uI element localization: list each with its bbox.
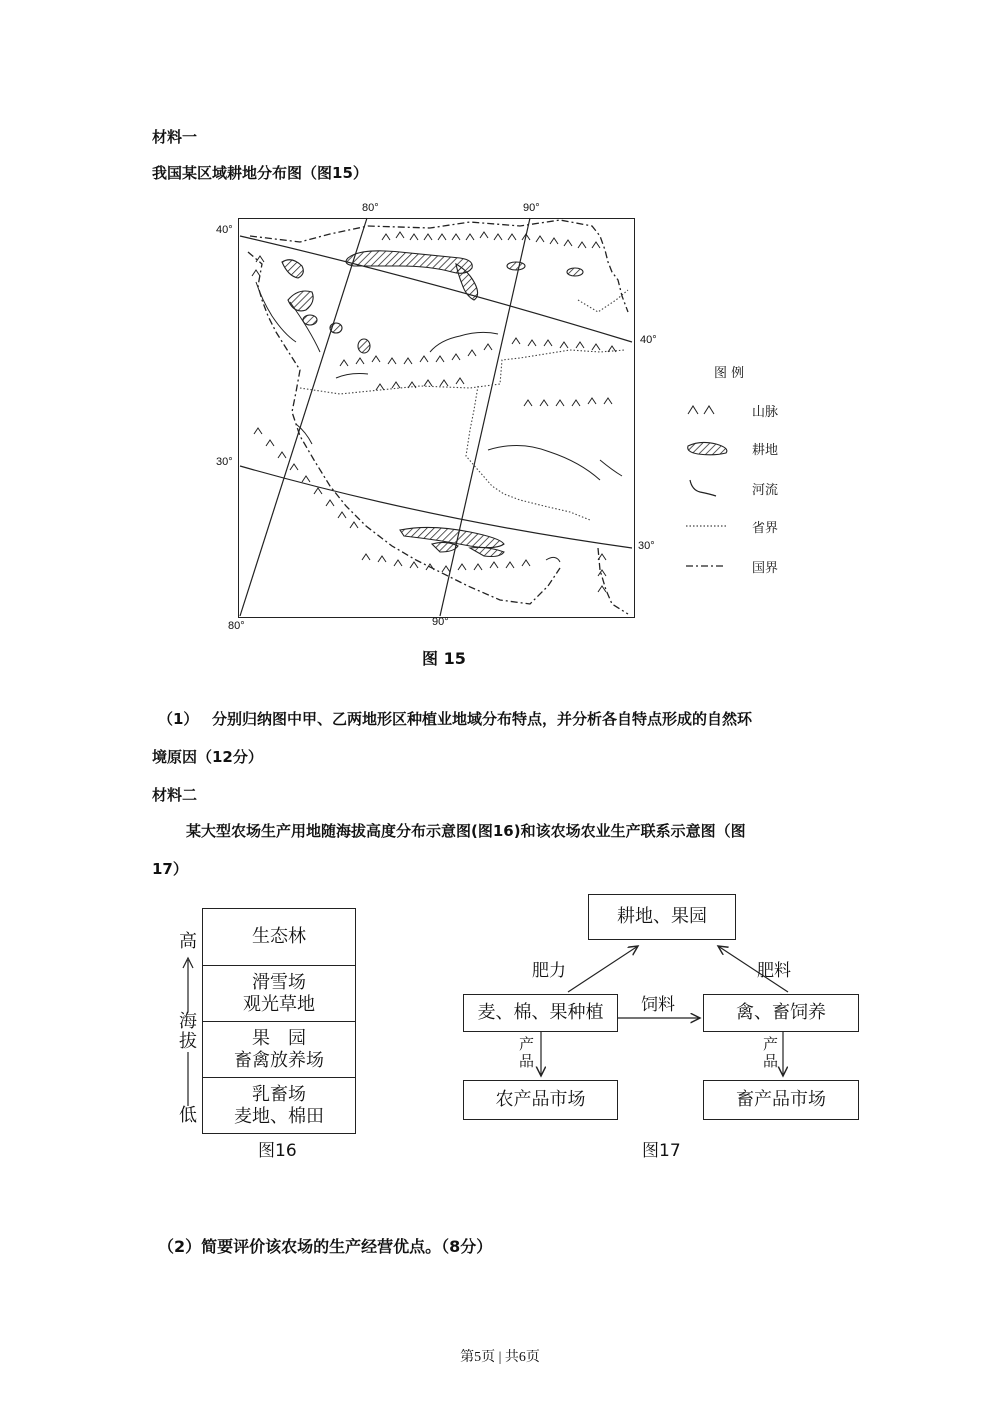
mountain-icon [686,400,732,420]
fig16-cell-line: 观光草地 [243,993,315,1015]
fig16-axis-label: 海拔 [179,1011,197,1052]
fig17-label-product-left: 产品 [519,1035,535,1070]
question1-line1: 分别归纳图中甲、乙两地形区种植业地域分布特点，并分析各自特点形成的自然环 [212,710,753,728]
fig16-high-label: 高 [179,931,197,952]
legend-item-river [686,478,846,498]
fig16-cell-ski-grassland [203,966,355,1022]
fig16-cell-line: 生态林 [252,926,306,947]
fig16-cell-line: 乳畜场 [252,1083,306,1105]
national-boundary-icon [686,556,732,576]
legend-label-mountain: 山脉 [752,405,779,420]
legend-item-mountain [686,400,846,420]
page-footer: 第5页 | 共6页 [460,1350,540,1365]
material2-heading: 材料二 [152,786,198,804]
legend-item-national-boundary [686,556,846,576]
fig16-cell-line: 滑雪场 [252,971,306,993]
fig17-label-product-right: 产品 [763,1035,779,1070]
material2-line1: 某大型农场生产用地随海拔高度分布示意图(图16)和该农场农业生产联系示意图（图 [186,822,746,840]
question1-number: （1） [158,710,199,728]
fig16-cell-ecological-forest [203,909,355,966]
province-boundary-icon [686,516,732,536]
farmland-icon [686,438,732,458]
river-icon [686,478,732,498]
fig16-caption: 图16 [258,1141,297,1161]
map-title: 我国某区域耕地分布图（图15） [152,164,368,182]
material2-line2: 17） [152,860,188,878]
fig17-label-feed: 饲料 [641,995,675,1015]
lat-label-40-right: 40° [640,334,657,346]
legend-item-farmland [686,438,846,458]
parallel-40-line [240,236,632,342]
question2-text: （2）简要评价该农场的生产经营优点。（8分） [158,1237,493,1256]
fig17-box-agri-market: 农产品市场 [463,1080,618,1120]
fig17-box-livestock-market: 畜产品市场 [703,1080,859,1120]
lon-label-80-top: 80° [362,202,379,214]
legend-label-farmland: 耕地 [752,443,779,458]
farmland-patches [282,251,583,557]
map-caption: 图 15 [422,649,466,668]
fig16-cell-line: 果 园 [252,1027,306,1049]
national-boundary-line [248,220,628,614]
fig16-cell-dairy-wheat [203,1078,355,1133]
fig16-table [202,908,356,1134]
legend-title: 图 例 [714,366,745,381]
fig17-label-fertilizer: 肥料 [757,961,791,981]
question1-line2: 境原因（12分） [152,748,263,766]
lat-label-30-left: 30° [216,456,233,468]
fig16-low-label: 低 [179,1105,197,1126]
material1-heading: 材料一 [152,128,198,146]
legend-item-province-boundary [686,516,846,536]
fig16-cell-orchard-poultry [203,1022,355,1078]
lat-label-40-left: 40° [216,224,233,236]
fig17-box-livestock-raising: 禽、畜饲养 [703,994,859,1032]
fig16-cell-line: 畜禽放养场 [234,1049,324,1071]
fig17-caption: 图17 [642,1141,681,1161]
legend-label-national-boundary: 国界 [752,561,779,576]
fig17-label-fertility: 肥力 [532,961,566,981]
fig16-cell-line: 麦地、棉田 [234,1105,324,1127]
legend-label-province-boundary: 省界 [752,521,779,536]
legend-label-river: 河流 [752,483,779,498]
lon-label-80-bottom: 80° [228,620,245,632]
fig17-box-crop-planting: 麦、棉、果种植 [463,994,618,1032]
lon-label-90-bottom: 90° [432,616,449,628]
lat-label-30-right: 30° [638,540,655,552]
fig17-box-farmland-orchard: 耕地、果园 [588,894,736,940]
map-drawing [0,0,1000,700]
lon-label-90-top: 90° [523,202,540,214]
